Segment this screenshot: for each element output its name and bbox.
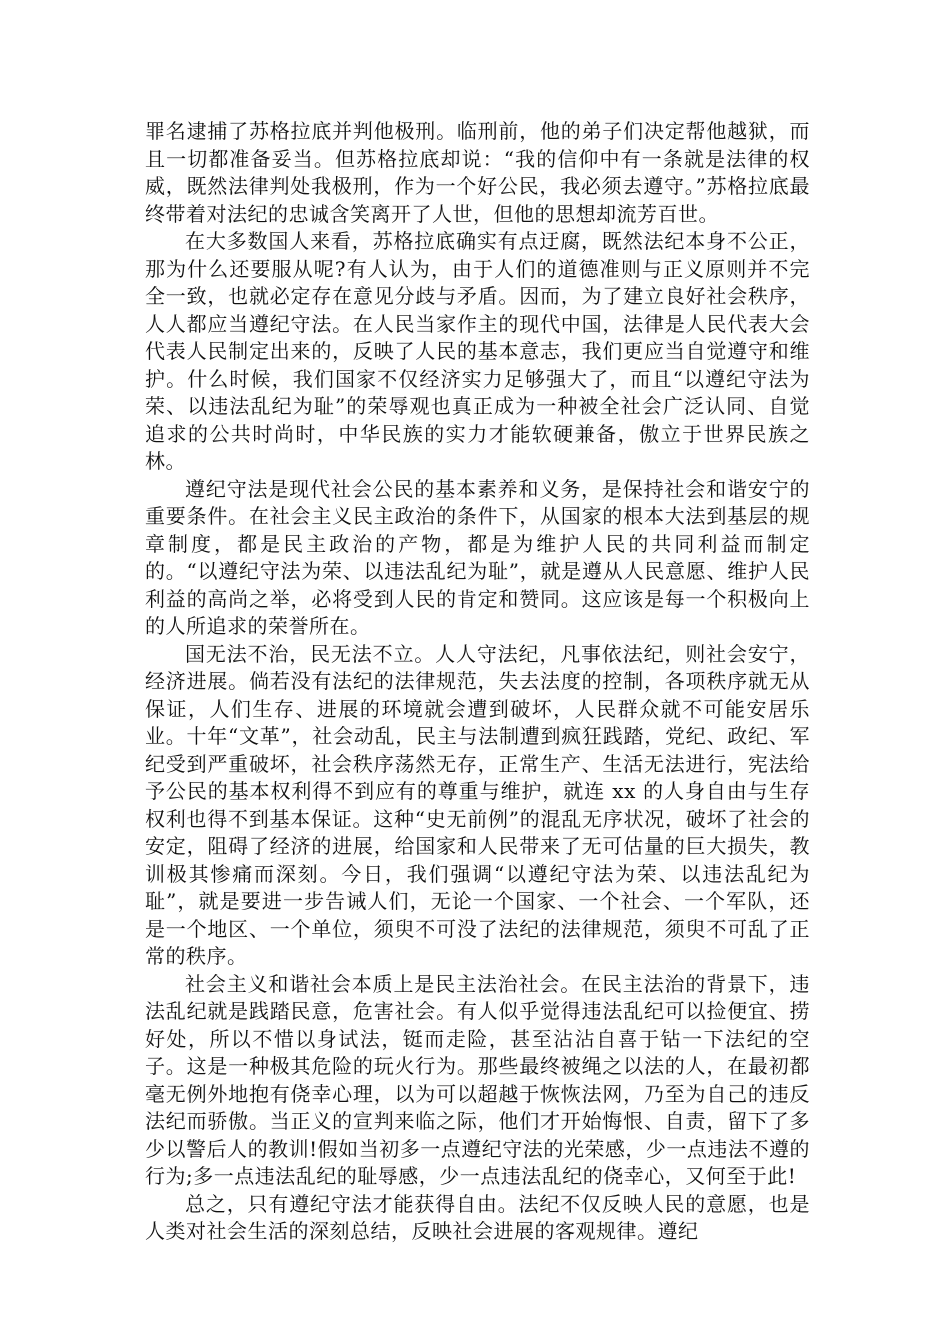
- paragraph-5: 社会主义和谐社会本质上是民主法治社会。在民主法治的背景下，违法乱纪就是践踏民意，危害社会。有人似乎觉得违法乱纪可以捡便宜、捞好处，所以不惜以身试法，铤而走险，甚至沾沾自喜于钻一下法纪的空子。这是一种极其危险的玩火行为。那些最终被绳之以法的人，在最初都毫无例外地抱有侥幸心理，以为可以超越于恢恢法网，乃至为自己的违反法纪而骄傲。当正义的宣判来临之际，他们才开始悔恨、自责，留下了多少以警后人的教训!假如当初多一点遵纪守法的光荣感，少一点违法不遵的行为;多一点违法乱纪的耻辱感，少一点违法乱纪的侥幸心，又何至于此!: [145, 971, 810, 1188]
- paragraph-6: 总之，只有遵纪守法才能获得自由。法纪不仅反映人民的意愿，也是人类对社会生活的深刻总结，反映社会进展的客观规律。遵纪: [145, 1191, 810, 1243]
- paragraph-1: 罪名逮捕了苏格拉底并判他极刑。临刑前，他的弟子们决定帮他越狱，而且一切都准备妥当。但苏格拉底却说：“我的信仰中有一条就是法律的权威，既然法律判处我极刑，作为一个好公民，我必须去遵守。”苏格拉底最终带着对法纪的忠诚含笑离开了人世，但他的思想却流芳百世。: [145, 119, 810, 226]
- paragraph-3: 遵纪守法是现代社会公民的基本素养和义务，是保持社会和谐安宁的重要条件。在社会主义民主政治的条件下，从国家的根本大法到基层的规章制度，都是民主政治的产物，都是为维护人民的共同利益而制定的。“以遵纪守法为荣、以违法乱纪为耻”，就是遵从人民意愿、维护人民利益的高尚之举，必将受到人民的肯定和赞同。这应该是每一个积极向上的人所追求的荣誉所在。: [145, 476, 810, 638]
- paragraph-2: 在大多数国人来看，苏格拉底确实有点迂腐，既然法纪本身不公正，那为什么还要服从呢?有人认为，由于人们的道德准则与正义原则并不完全一致，也就必定存在意见分歧与矛盾。因而，为了建立良好社会秩序，人人都应当遵纪守法。在人民当家作主的现代中国，法律是人民代表大会代表人民制定出来的，反映了人民的基本意志，我们更应当自觉遵守和维护。什么时候，我们国家不仅经济实力足够强大了，而且“以遵纪守法为荣、以违法乱纪为耻”的荣辱观也真正成为一种被全社会广泛认同、自觉追求的公共时尚时，中华民族的实力才能软硬兼备，傲立于世界民族之林。: [145, 229, 810, 473]
- paragraph-4: 国无法不治，民无法不立。人人守法纪，凡事依法纪，则社会安宁，经济进展。倘若没有法纪的法律规范，失去法度的控制，各项秩序就无从保证，人们生存、进展的环境就会遭到破坏，人民群众就不可能安居乐业。十年“文革”，社会动乱，民主与法制遭到疯狂践踏，党纪、政纪、军纪受到严重破坏，社会秩序荡然无存，正常生产、生活无法进行，宪法给予公民的基本权利得不到应有的尊重与维护，就连 xx 的人身自由与生存权利也得不到基本保证。这种“史无前例”的混乱无序状况，破坏了社会的安定，阻碍了经济的进展，给国家和人民带来了无可估量的巨大损失，教训极其惨痛而深刻。今日，我们强调“以遵纪守法为荣、以违法乱纪为耻”，就是要进一步告诫人们，无论一个国家、一个社会、一个军队，还是一个地区、一个单位，须臾不可没了法纪的法律规范，须臾不可乱了正常的秩序。: [145, 641, 810, 968]
- document-body: [145, 118, 810, 1246]
